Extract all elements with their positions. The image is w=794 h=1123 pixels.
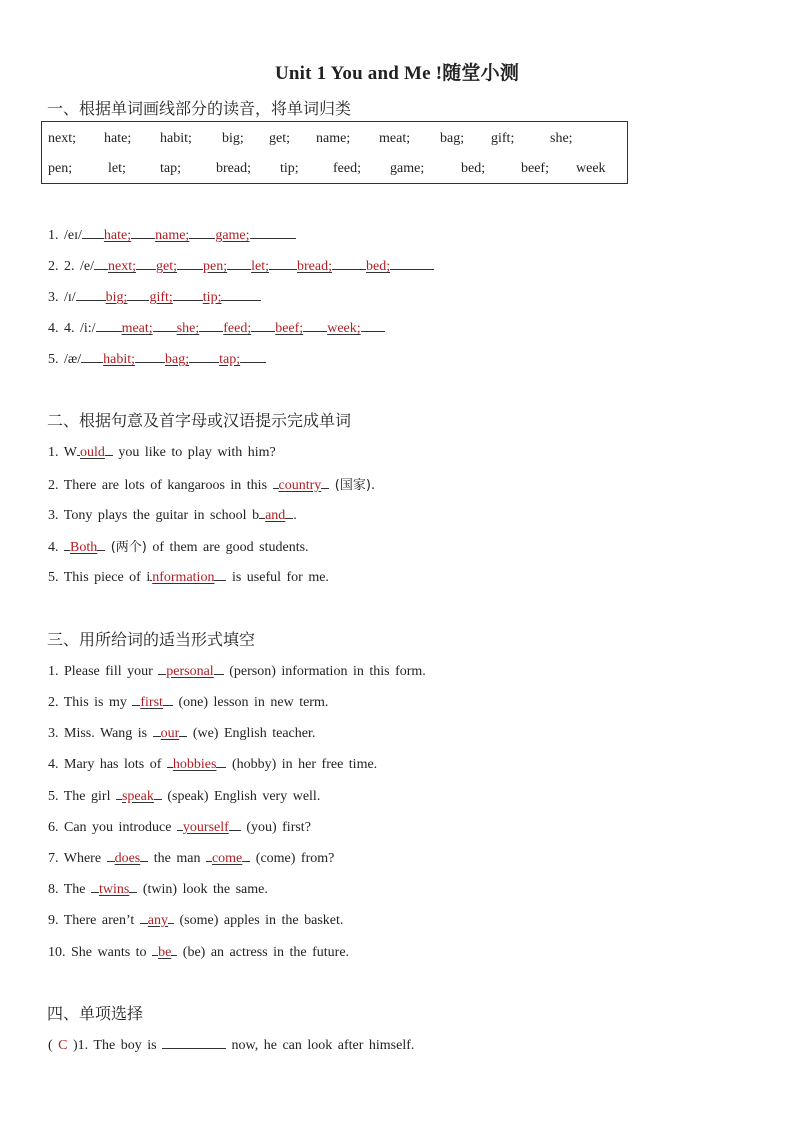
answer: be [158,945,172,960]
answer: ould [79,445,105,460]
word: pen; [48,161,73,176]
spell-question-3 [48,505,297,524]
form-question-6 [48,817,311,836]
form-question-5 [48,786,320,805]
answer: game; [215,228,250,243]
sort-prefix: 1. /eɪ/ [48,228,82,243]
answer: yourself [182,820,229,835]
sort-question-4 [48,318,385,337]
question-text: (come) from? [255,851,335,866]
question-text: the man [153,851,201,866]
spell-question-2 [48,474,375,494]
word: week [576,161,606,176]
word: let; [108,161,126,176]
question-text: 7. Where [48,851,102,866]
answer: first [140,695,163,710]
question-text: )1. The boy is [73,1038,157,1053]
question-text: (两个) [110,540,147,555]
answer: come [211,851,243,866]
answer: speak [121,789,154,804]
question-text: ( [48,1038,53,1053]
question-text: (speak) English very well. [167,789,321,804]
question-text: 4. [48,540,59,555]
form-question-4 [48,754,377,773]
word: feed; [333,161,361,176]
answer: hobbies [172,757,217,772]
word: get; [269,131,290,146]
question-text: 8. The [48,882,86,897]
question-text: (be) an actress in the future. [182,945,350,960]
answer: name; [155,228,190,243]
word: big; [222,131,244,146]
answer: Both [70,540,98,555]
question-text: 2. This is my [48,695,127,710]
form-question-10 [48,942,349,961]
question-text: 5. This piece of i [48,570,151,585]
answer: our [160,726,180,741]
word: habit; [160,131,192,146]
question-text: 1. W [48,445,77,460]
question-text: 9. There aren’t [48,913,135,928]
section-4-heading: 四、单项选择 [47,1004,144,1023]
section-1-heading: 一、根据单词画线部分的读音，将单词归类 [47,99,352,118]
sort-question-1 [48,225,296,244]
answer: bread; [297,259,332,274]
question-text: (twin) look the same. [142,882,268,897]
answer: feed; [223,321,252,336]
question-text: 6. Can you introduce [48,820,172,835]
answer: tap; [219,352,241,367]
word: meat; [379,131,411,146]
word: gift; [491,131,515,146]
word: bag; [440,131,465,146]
answer: twins [99,882,130,897]
answer: habit; [103,352,136,367]
form-question-8 [48,879,268,898]
question-text: (hobby) in her free time. [231,757,378,772]
word: she; [550,131,573,146]
form-question-3 [48,723,315,742]
question-text: (国家). [334,478,376,493]
answer: personal [166,664,214,679]
answer: hate; [103,228,132,243]
question-text: 1. Please fill your [48,664,153,679]
question-text: 10. She wants to [48,945,147,960]
choice-question-1 [48,1035,414,1054]
spell-question-1 [48,442,276,461]
sort-question-5 [48,349,266,368]
question-text: (one) lesson in new term. [178,695,329,710]
spell-question-4 [48,536,309,556]
answer: does [114,851,141,866]
answer: C [58,1038,68,1053]
question-text: (person) information in this form. [229,664,426,679]
question-text: (you) first? [246,820,311,835]
word: game; [390,161,425,176]
answer: let; [251,259,269,274]
sort-prefix: 4. 4. /i:/ [48,321,96,336]
question-text: you like to play with him? [118,445,276,460]
form-question-9 [48,910,343,929]
word: tip; [280,161,299,176]
question-text: of them are good students. [152,540,309,555]
page-title: Unit 1 You and Me !随堂小测 [274,63,520,84]
answer: beef; [275,321,304,336]
word: bread; [216,161,251,176]
question-text: (we) English teacher. [192,726,316,741]
question-text: . [293,508,297,523]
answer: bed; [365,259,391,274]
question-text: 2. There are lots of kangaroos in this [48,478,268,493]
form-question-2 [48,692,328,711]
sort-prefix: 5. /æ/ [48,352,82,367]
spell-question-5 [48,567,329,586]
word: bed; [461,161,486,176]
section-2-heading: 二、根据句意及首字母或汉语提示完成单词 [47,411,352,430]
question-text: (some) apples in the basket. [179,913,344,928]
form-question-1 [48,661,426,680]
question-text: 3. Tony plays the guitar in school b [48,508,260,523]
question-text: now, he can look after himself. [231,1038,415,1053]
section-3-heading: 三、用所给词的适当形式填空 [47,630,256,649]
answer: gift; [149,290,173,305]
answer: and [265,508,286,523]
question-text: is useful for me. [231,570,329,585]
answer: country [278,478,322,493]
answer: pen; [203,259,228,274]
question-text: 5. The girl [48,789,111,804]
answer: get; [156,259,177,274]
sort-prefix: 2. 2. /e/ [48,259,94,274]
answer: meat; [121,321,153,336]
question-text: 4. Mary has lots of [48,757,162,772]
answer: week; [327,321,361,336]
word: beef; [521,161,549,176]
answer: next; [108,259,136,274]
sort-question-3 [48,287,261,306]
word: hate; [104,131,132,146]
word: next; [48,131,76,146]
answer: any [147,913,168,928]
answer: tip; [202,290,222,305]
answer: nformation [152,570,215,585]
sort-question-2 [48,256,434,275]
word: name; [316,131,351,146]
word: tap; [160,161,181,176]
question-text: 3. Miss. Wang is [48,726,148,741]
answer: she; [176,321,200,336]
answer: bag; [165,352,190,367]
answer: big; [105,290,128,305]
form-question-7 [48,848,334,867]
sort-prefix: 3. /ɪ/ [48,290,76,305]
word-list-box [41,121,628,184]
